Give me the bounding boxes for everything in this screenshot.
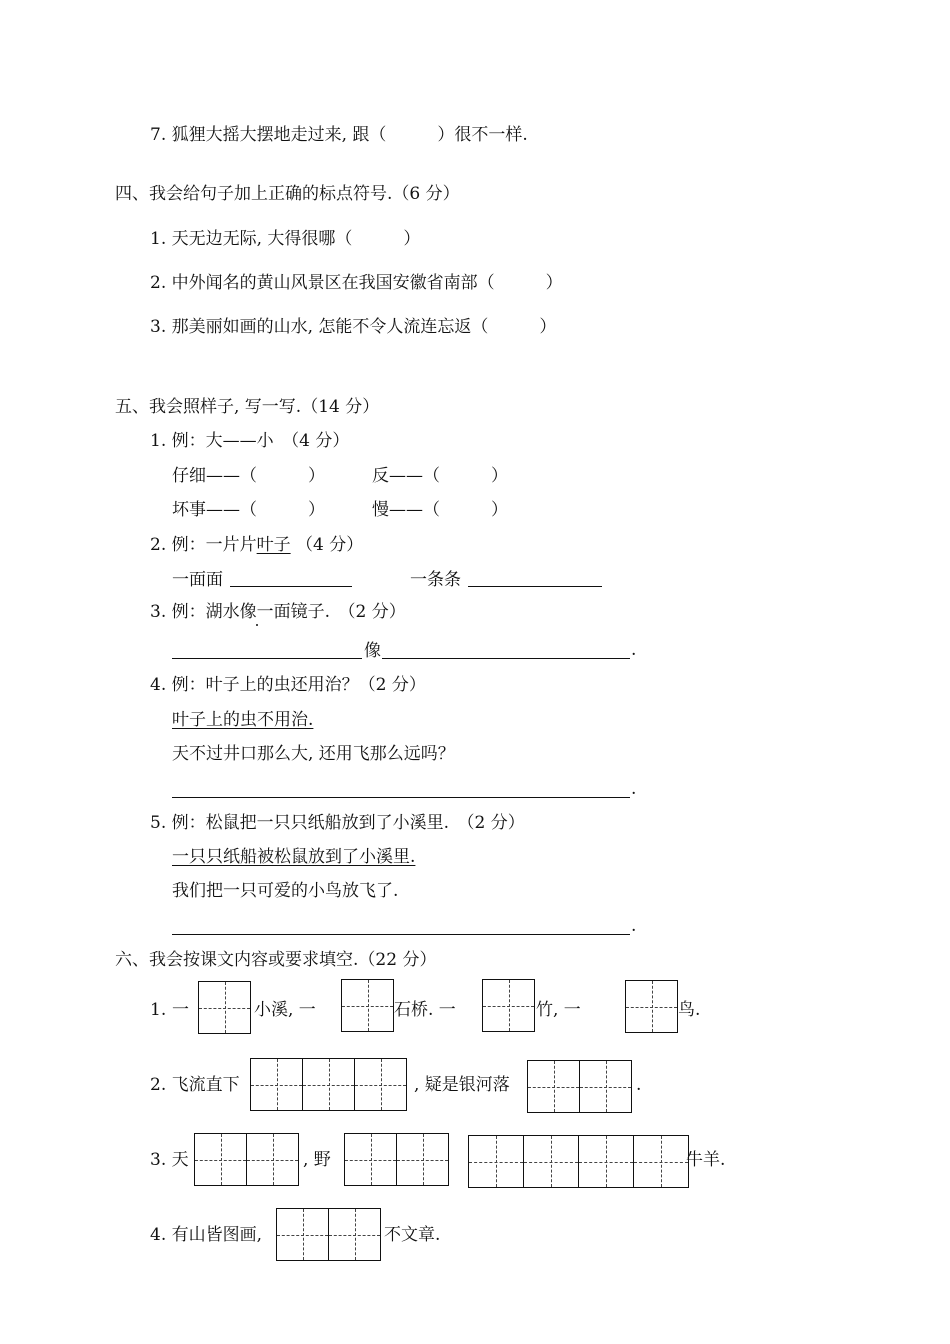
writing-grid-3a[interactable]: [194, 1133, 299, 1186]
grid-cell[interactable]: [198, 981, 251, 1034]
simile-connector: 像: [364, 641, 381, 661]
writing-grid-1a[interactable]: [198, 981, 251, 1034]
rewrite-blank-5[interactable]: [172, 934, 630, 935]
section-4-title: 四、我会给句子加上正确的标点符号.（6 分）: [115, 184, 460, 204]
grid-cell[interactable]: [579, 1060, 632, 1113]
antonym-pair-4: 慢——（ ）: [372, 500, 508, 520]
writing-grid-2a[interactable]: [250, 1058, 407, 1111]
rewrite-answer-example-5: 一只只纸船被松鼠放到了小溪里.: [172, 847, 416, 867]
grid-cell[interactable]: [396, 1133, 449, 1186]
writing-grid-4[interactable]: [276, 1208, 381, 1261]
rewrite-answer-example-4: 叶子上的虫不用治.: [172, 710, 314, 730]
grid-cell[interactable]: [276, 1208, 329, 1261]
simile-example: 3. 例：湖水像一面镜子. （2 分）: [150, 602, 406, 622]
fill-1-number: 1.: [150, 1000, 167, 1020]
rewrite-blank-4[interactable]: [172, 797, 630, 798]
reduplication-example-prefix: 2. 例：一片片: [150, 535, 257, 555]
question-7: 7. 狐狸大摇大摆地走过来, 跟（ ）很不一样.: [150, 125, 528, 145]
fill-1-seg-3: 石桥. 一: [394, 1000, 456, 1020]
antonym-example: 1. 例：大——小 （4 分）: [150, 431, 350, 451]
fill-1-seg-4: 竹, 一: [536, 1000, 581, 1020]
fill-4-part-1: 4. 有山皆图画,: [150, 1225, 263, 1245]
fill-4-part-2: 不文章.: [384, 1225, 441, 1245]
fill-1-seg-1: 一: [172, 1000, 189, 1020]
antonym-pair-3: 坏事——（ ）: [172, 500, 325, 520]
writing-grid-2b[interactable]: [527, 1060, 632, 1113]
writing-grid-3c[interactable]: [468, 1135, 689, 1188]
rewrite-period-5: .: [631, 916, 637, 936]
antonym-pair-1: 仔细——（ ）: [172, 466, 325, 486]
grid-cell[interactable]: [302, 1058, 355, 1111]
simile-period: .: [631, 640, 637, 660]
emphasis-dot: [256, 624, 258, 626]
grid-cell[interactable]: [625, 980, 678, 1033]
grid-cell[interactable]: [633, 1135, 689, 1188]
punctuation-item-1: 1. 天无边无际, 大得很哪（ ）: [150, 229, 421, 249]
grid-cell[interactable]: [194, 1133, 247, 1186]
reduplication-item-1: 一面面: [172, 570, 223, 590]
grid-cell[interactable]: [482, 979, 535, 1032]
grid-cell[interactable]: [578, 1135, 634, 1188]
answer-blank-2[interactable]: [468, 586, 602, 587]
reduplication-example-word: 叶子: [256, 535, 291, 555]
section-5-title: 五、我会照样子, 写一写.（14 分）: [115, 397, 380, 417]
rewrite-prompt-5: 我们把一只可爱的小鸟放飞了.: [172, 881, 399, 901]
answer-blank-1[interactable]: [230, 586, 352, 587]
fill-2-part-1: 2. 飞流直下: [150, 1075, 240, 1095]
fill-2-part-2: , 疑是银河落: [414, 1075, 510, 1095]
antonym-pair-2: 反——（ ）: [372, 466, 508, 486]
grid-cell[interactable]: [328, 1208, 381, 1261]
writing-grid-1b[interactable]: [341, 979, 394, 1032]
fill-3-part-1: 3. 天: [150, 1150, 189, 1170]
grid-cell[interactable]: [523, 1135, 579, 1188]
reduplication-example-score: （4 分）: [296, 535, 364, 555]
writing-grid-1d[interactable]: [625, 980, 678, 1033]
grid-cell[interactable]: [250, 1058, 303, 1111]
writing-grid-1c[interactable]: [482, 979, 535, 1032]
rewrite-example-4: 4. 例：叶子上的虫还用治？（2 分）: [150, 675, 426, 695]
section-6-title: 六、我会按课文内容或要求填空.（22 分）: [115, 950, 437, 970]
writing-grid-3b[interactable]: [344, 1133, 449, 1186]
reduplication-item-2: 一条条: [410, 570, 461, 590]
grid-cell[interactable]: [341, 979, 394, 1032]
fill-3-part-2: , 野: [303, 1150, 331, 1170]
rewrite-prompt-4: 天不过井口那么大, 还用飞那么远吗？: [172, 744, 455, 764]
fill-1-seg-2: 小溪, 一: [254, 1000, 316, 1020]
simile-blank-2[interactable]: [382, 658, 630, 659]
grid-cell[interactable]: [354, 1058, 407, 1111]
rewrite-example-5: 5. 例：松鼠把一只只纸船放到了小溪里. （2 分）: [150, 813, 525, 833]
fill-2-part-3: .: [636, 1075, 642, 1095]
rewrite-period-4: .: [631, 779, 637, 799]
fill-1-seg-5: 鸟.: [678, 1000, 701, 1020]
punctuation-item-3: 3. 那美丽如画的山水, 怎能不令人流连忘返（ ）: [150, 317, 557, 337]
grid-cell[interactable]: [246, 1133, 299, 1186]
simile-blank-1[interactable]: [172, 658, 362, 659]
grid-cell[interactable]: [344, 1133, 397, 1186]
reduplication-example: [150, 534, 363, 556]
grid-cell[interactable]: [468, 1135, 524, 1188]
grid-cell[interactable]: [527, 1060, 580, 1113]
punctuation-item-2: 2. 中外闻名的黄山风景区在我国安徽省南部（ ）: [150, 273, 563, 293]
fill-3-part-3: 牛羊.: [686, 1150, 726, 1170]
